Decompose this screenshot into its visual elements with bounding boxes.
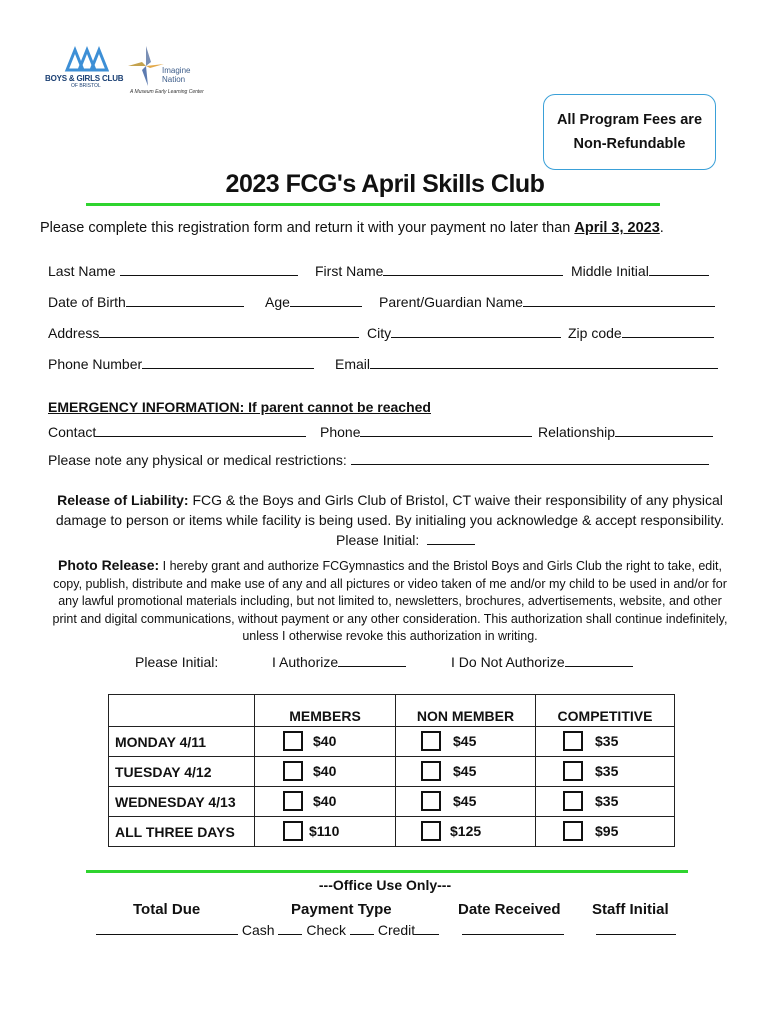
first-name-line[interactable]: [383, 263, 563, 276]
credit-line[interactable]: [415, 922, 439, 935]
medical-label: Please note any physical or medical restrictions:: [48, 452, 347, 468]
phone-label: Phone Number: [48, 356, 143, 372]
office-use-heading: ---Office Use Only---: [318, 877, 452, 893]
email-line[interactable]: [370, 356, 718, 369]
checkbox[interactable]: [563, 821, 583, 841]
imagine-nation-subtext: A Museum Early Learning Center: [130, 89, 204, 95]
title-divider: [86, 203, 660, 206]
address-label: Address: [48, 325, 100, 341]
price-cell: [536, 817, 675, 847]
staff-initial-line[interactable]: [596, 922, 676, 935]
dob-field[interactable]: [48, 294, 244, 310]
zip-field[interactable]: [568, 325, 714, 341]
price-cell: [396, 817, 536, 847]
last-name-field[interactable]: [48, 263, 298, 279]
email-field[interactable]: [335, 356, 718, 372]
imagine-nation-logo: [126, 44, 206, 99]
not-authorize-line[interactable]: [565, 654, 633, 667]
table-header-row: [109, 695, 675, 727]
checkbox[interactable]: [421, 761, 441, 781]
staff-initial-heading: Staff Initial: [592, 901, 669, 918]
price-value: $125: [450, 823, 482, 839]
last-name-line[interactable]: [120, 263, 298, 276]
staff-initial-field[interactable]: [596, 922, 676, 938]
emergency-heading: EMERGENCY INFORMATION: If parent cannot be reached: [48, 399, 431, 415]
price-cell: [536, 727, 675, 757]
city-line[interactable]: [391, 325, 561, 338]
office-divider: [86, 870, 688, 873]
parent-line[interactable]: [523, 294, 715, 307]
first-name-field[interactable]: [315, 263, 563, 279]
emergency-contact-field[interactable]: [48, 424, 306, 440]
intro-body: Please complete this registration form and return it with your payment no later than: [40, 220, 575, 236]
intro-deadline: April 3, 2023: [574, 220, 660, 236]
city-field[interactable]: [367, 325, 561, 341]
checkbox[interactable]: [421, 791, 441, 811]
emergency-phone-label: Phone: [320, 424, 361, 440]
liability-initial-label: Please Initial:: [336, 532, 420, 548]
price-value: $40: [313, 793, 337, 809]
medical-field[interactable]: [48, 452, 709, 468]
price-cell: [396, 757, 536, 787]
zip-label: Zip code: [568, 325, 622, 341]
price-value: $45: [453, 763, 477, 779]
date-received-line[interactable]: [462, 922, 564, 935]
price-value: $110: [309, 823, 340, 839]
photo-release-text: I hereby grant and authorize FCGymnastics and the Bristol Boys and Girls Club the right to take, edit, copy, publish, distribute and make use of any and all pictures or video taken of me and/or my child to be used in and/or for any lawful promotional materials including, but not limited to, newsletters, brochures, advertisements, website, and other print and digital communications, without payment or any other consideration. This authorization shall continue indefinitely, unless I otherwise revoke this authorization in writing.: [52, 559, 728, 643]
boys-girls-club-logo: [45, 44, 125, 94]
liability-label: Release of Liability:: [57, 492, 189, 508]
medical-line[interactable]: [351, 452, 709, 465]
price-cell: [536, 757, 675, 787]
email-label: Email: [335, 356, 371, 372]
price-cell: [255, 757, 396, 787]
age-field[interactable]: [265, 294, 362, 310]
price-value: $40: [313, 733, 337, 749]
price-cell: [536, 787, 675, 817]
payment-row: [96, 922, 439, 938]
fee-notice-box: [543, 94, 716, 170]
parent-field[interactable]: [379, 294, 715, 310]
middle-initial-field[interactable]: [571, 263, 709, 279]
cash-line[interactable]: [278, 922, 302, 935]
checkbox[interactable]: [421, 821, 441, 841]
header-competitive: COMPETITIVE: [536, 695, 675, 727]
fee-notice-line2: Non-Refundable: [573, 136, 686, 152]
phone-field[interactable]: [48, 356, 314, 372]
checkbox[interactable]: [283, 791, 303, 811]
payment-type-heading: Payment Type: [291, 901, 392, 918]
header-non-member: NON MEMBER: [396, 695, 536, 727]
credit-label: Credit: [377, 922, 416, 938]
price-cell: [255, 817, 396, 847]
last-name-label: Last Name: [48, 263, 116, 279]
table-row: [109, 787, 675, 817]
pricing-table: [108, 694, 675, 847]
emergency-phone-field[interactable]: [320, 424, 532, 440]
total-due-heading: Total Due: [133, 901, 201, 918]
relationship-line[interactable]: [615, 424, 713, 437]
price-value: $95: [595, 823, 619, 839]
phone-line[interactable]: [142, 356, 314, 369]
ig-text-line2: Nation: [162, 75, 186, 84]
table-row: [109, 757, 675, 787]
bgc-logo-subtext: OF BRISTOL: [71, 83, 101, 89]
header-members: MEMBERS: [255, 695, 396, 727]
parent-label: Parent/Guardian Name: [379, 294, 523, 310]
price-value: $35: [595, 733, 619, 749]
check-line[interactable]: [350, 922, 374, 935]
row-day-label: WEDNESDAY 4/13: [109, 787, 255, 817]
row-day-label: ALL THREE DAYS: [109, 817, 255, 847]
age-line[interactable]: [290, 294, 362, 307]
cash-label: Cash: [241, 922, 275, 938]
authorize-line[interactable]: [338, 654, 406, 667]
table-row: [109, 817, 675, 847]
bgc-logo-text: BOYS & GIRLS CLUB: [45, 74, 124, 83]
authorize-field[interactable]: [272, 654, 406, 670]
age-label: Age: [265, 294, 290, 310]
address-field[interactable]: [48, 325, 359, 341]
liability-initial-line[interactable]: [427, 532, 475, 545]
price-value: $45: [453, 793, 477, 809]
price-value: $40: [313, 763, 337, 779]
date-received-heading: Date Received: [458, 901, 561, 918]
intro-text: [40, 220, 664, 236]
zip-line[interactable]: [622, 325, 714, 338]
first-name-label: First Name: [315, 263, 384, 279]
dob-label: Date of Birth: [48, 294, 126, 310]
checkbox[interactable]: [563, 731, 583, 751]
row-day-label: MONDAY 4/11: [109, 727, 255, 757]
middle-initial-line[interactable]: [649, 263, 709, 276]
liability-release: [50, 490, 730, 550]
middle-initial-label: Middle Initial: [571, 263, 649, 279]
price-value: $45: [453, 733, 477, 749]
pinwheel-icon: [126, 44, 166, 88]
emergency-contact-label: Contact: [48, 424, 97, 440]
relationship-field[interactable]: [538, 424, 713, 440]
price-value: $35: [595, 763, 619, 779]
relationship-label: Relationship: [538, 424, 616, 440]
photo-release: [46, 557, 734, 646]
price-value: $35: [595, 793, 619, 809]
emergency-phone-line[interactable]: [360, 424, 532, 437]
checkbox[interactable]: [283, 821, 303, 841]
price-cell: [255, 727, 396, 757]
total-due-line[interactable]: [96, 922, 238, 935]
ig-text-line1: Imagine: [162, 66, 191, 75]
checkbox[interactable]: [563, 761, 583, 781]
photo-initial-label: Please Initial:: [135, 654, 219, 670]
price-cell: [396, 787, 536, 817]
bgc-hands-icon: [63, 44, 109, 74]
not-authorize-label: I Do Not Authorize: [451, 654, 565, 670]
liability-text: FCG & the Boys and Girls Club of Bristol, CT waive their responsibility of any physical damage to person or items while facility is being used. By initialing you acknowledge & accept responsibility.: [55, 492, 725, 528]
address-line[interactable]: [99, 325, 359, 338]
imagine-nation-text: [162, 66, 190, 84]
price-cell: [255, 787, 396, 817]
checkbox[interactable]: [421, 731, 441, 751]
emergency-contact-line[interactable]: [96, 424, 306, 437]
intro-end: .: [659, 220, 664, 236]
checkbox[interactable]: [283, 761, 303, 781]
header-empty-cell: [109, 695, 255, 727]
dob-line[interactable]: [126, 294, 244, 307]
checkbox[interactable]: [563, 791, 583, 811]
authorize-label: I Authorize: [272, 654, 339, 670]
fee-notice-line1: All Program Fees are: [556, 112, 703, 128]
check-label: Check: [306, 922, 347, 938]
table-row: [109, 727, 675, 757]
row-day-label: TUESDAY 4/12: [109, 757, 255, 787]
city-label: City: [367, 325, 392, 341]
not-authorize-field[interactable]: [451, 654, 633, 670]
checkbox[interactable]: [283, 731, 303, 751]
price-cell: [396, 727, 536, 757]
date-received-field[interactable]: [462, 922, 564, 938]
page-title: 2023 FCG's April Skills Club: [225, 170, 545, 198]
photo-release-label: Photo Release:: [58, 557, 160, 573]
